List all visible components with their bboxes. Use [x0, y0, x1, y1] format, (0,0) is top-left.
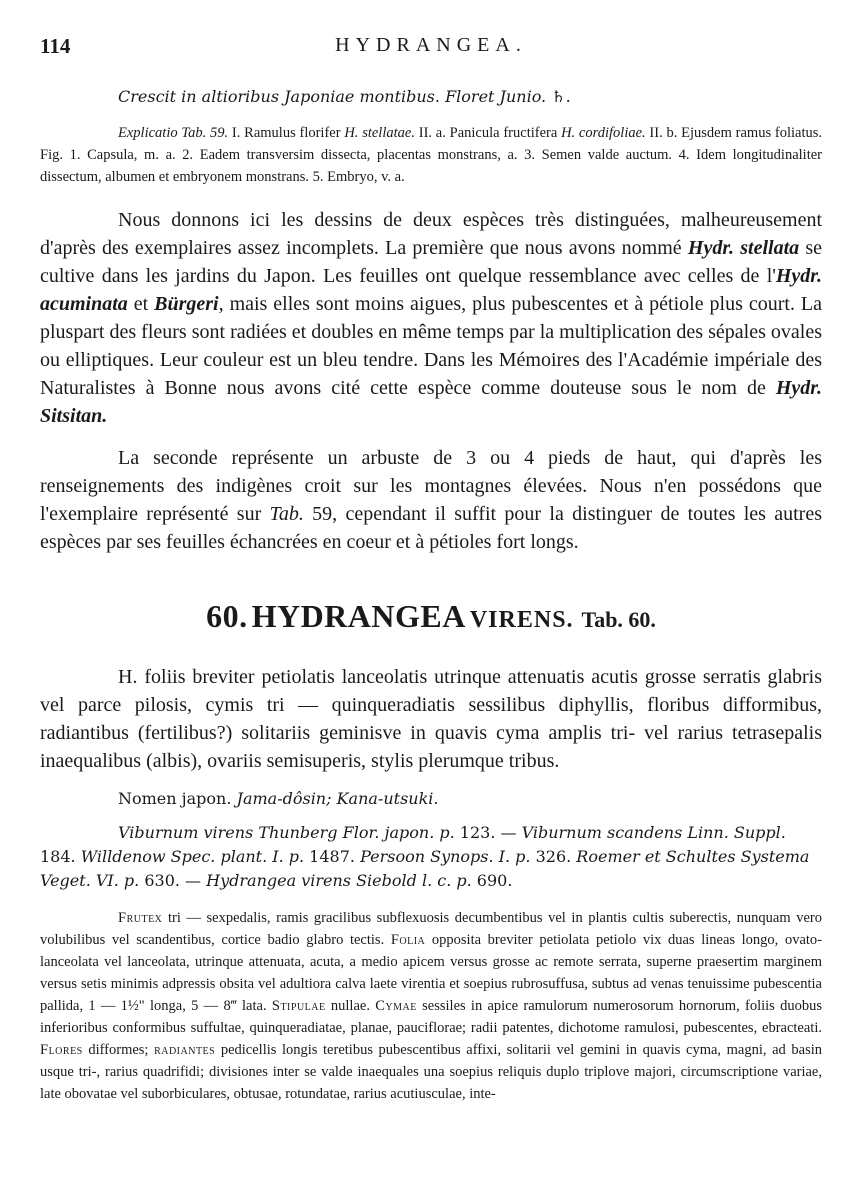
synonym-page-3: 1487. — [304, 847, 361, 866]
term-frutex: Frutex — [118, 910, 163, 926]
page-number: 114 — [40, 34, 71, 58]
species-description — [40, 907, 822, 1105]
p1-name-acuminata: Hydr. acuminata — [40, 265, 822, 315]
p2-text-1: La seconde représente un arbuste de 3 ou 4 pieds de haut, qui d'après les renseignements des indigènes croit sur les montagnes élevées. Nous n'en possédons que l'exemplaire représenté sur — [40, 447, 822, 525]
latin-diagnosis: H. foliis breviter petiolatis lanceolatis utrinque attenuatis acutis grosse serratis glabris vel parce pilosis, cymis tri — quinqueradiatis sessilibus diphyllis, floribus difformibus, radiantibus (fertilibus?) solitariis geminisve in quavis cyma amplis tri- vel rarius tetrasepalis inaequalibus (albis), ovariis semisuperis, stylis plerumque tribus. — [40, 666, 822, 772]
explicatio-text-3: II. b. Ejusdem ramus foliatus. Fig. 1. Capsula, m. a. 2. Eadem transversim dissecta, placentas monstrans, a. 3. Semen valde auctum. 4. Idem longitudinaliter dissectum, albumen et embryonem monstrans. 5. Embryo, v. a. — [40, 125, 822, 185]
term-folia: Folia — [390, 932, 426, 948]
flowering-text: Floret Junio. — [445, 87, 547, 106]
synonym-page-5: 630. — — [139, 871, 207, 890]
plate-explanation — [40, 122, 822, 188]
term-cymae: Cymae — [375, 998, 417, 1014]
p1-name-burgeri: Bürgeri — [154, 293, 219, 315]
habitat-line — [118, 86, 822, 108]
synonym-page-2: 184. — [40, 847, 81, 866]
desc-text-3: nullae. — [325, 998, 376, 1014]
term-stipulae: Stipulae — [271, 998, 326, 1014]
desc-text-5: difformes; — [82, 1042, 155, 1058]
synonymy — [40, 821, 822, 893]
species-ref-stellata: H. stellatae. — [344, 125, 415, 141]
species-heading — [40, 598, 822, 635]
synonym-6: Hydrangea virens Siebold l. c. p. — [206, 871, 472, 890]
desc-text-6: pedicellis longis teretibus pubescentibus affixi, solitarii vel gemini in quavis cyma, magni, ad basin usque tri-, rarius quadrifidi; divisiones inter se valde inaequales una soepius reliquis duplo triplove majori, circumscriptione variae, late obovatae vel suborbiculares, obtusae, rotundatae, rarius acutiusculae, inte- — [40, 1042, 822, 1102]
species-epithet: VIRENS. — [469, 607, 574, 633]
p1-text-1: Nous donnons ici les dessins de deux espèces très distinguées, malheureusement d'après des exemplaires assez incomplets. La première que nous avons nommé — [40, 209, 822, 259]
p1-name-stellata: Hydr. stellata — [687, 237, 800, 259]
desc-text-2: opposita breviter petiolata petiolo vix duas lineas longo, ovato-lanceolata vel lanceolata, utrinque attenuata, acuta, a medio apicem versus grosse ac remote serrata, superne praesertim marginem versus setis minimis adpressis obsita vel adultiora calva laete virentia et soepius rubrosuffusa, subtus ad venas tenuissime pubescentia pallida, 1 — 1½" longa, 5 — 8‴ lata. — [40, 932, 822, 1014]
synonym-5: Roemer et Schultes Systema Veget. VI. p. — [40, 847, 810, 890]
desc-text-1: tri — sexpedalis, ramis gracilibus subflexuosis decumbentibus vel in plantis cultis suberectis, nunquam vero volubilibus vel scandentibus, cortice badio glabro tectis. — [40, 910, 822, 948]
term-radiantes: radiantes — [154, 1042, 216, 1058]
synonym-3: Willdenow Spec. plant. I. p. — [80, 847, 305, 866]
species-ref-cordifolia: H. cordifoliae. — [561, 125, 646, 141]
habitat-text: Crescit in altioribus Japoniae montibus. — [118, 87, 440, 106]
p1-text-3: et — [127, 293, 155, 315]
explicatio-text-1: I. Ramulus florifer — [228, 125, 345, 141]
p2-text-2: 59, cependant il suffit pour la distinguer de toutes les autres espèces par ses feuilles échancrées en coeur et à pétioles fort longs. — [40, 503, 822, 553]
nomen-names: Jama-dôsin; Kana-utsuki. — [236, 789, 439, 808]
explicatio-label: Explicatio — [118, 125, 178, 141]
p1-text-2: se cultive dans les jardins du Japon. Les feuilles ont quelque ressemblance avec celles de l' — [40, 237, 823, 287]
synonym-page-6: 690. — [471, 871, 513, 890]
paragraph-stellata — [40, 206, 822, 430]
shrub-symbol: ♄. — [551, 87, 571, 106]
page-body — [40, 86, 822, 1105]
genus-name: HYDRANGEA — [251, 598, 466, 634]
paragraph-second-species — [40, 444, 822, 556]
p1-name-sitsitan: Hydr. Sitsitan. — [40, 377, 822, 427]
species-number: 60. — [206, 598, 248, 634]
synonym-page-4: 326. — [530, 847, 577, 866]
p2-tab-ref: Tab. — [269, 503, 304, 525]
synonym-2: Viburnum scandens Linn. Suppl. — [521, 823, 786, 842]
plate-reference: Tab. 60. — [581, 607, 656, 632]
synonym-4: Persoon Synops. I. p. — [360, 847, 531, 866]
term-flores: Flores — [40, 1042, 83, 1058]
japanese-names — [118, 787, 822, 811]
explicatio-text-2: II. a. Panicula fructifera — [414, 125, 562, 141]
explicatio-tab: Tab. 59. — [181, 125, 229, 141]
synonym-1: Viburnum virens Thunberg Flor. japon. p. — [118, 823, 455, 842]
desc-text-4: sessiles in apice ramulorum numerosorum hornorum, foliis duobus inferioribus conformibus suffultae, quinqueradiatae, planae, pauciflorae; radii patentes, dichotome ramulosi, pubescentes, ebracteati. — [40, 998, 822, 1036]
running-title: HYDRANGEA. — [335, 34, 527, 56]
synonym-page-1: 123. — — [454, 823, 522, 842]
nomen-label: Nomen japon. — [118, 789, 232, 808]
page-header — [40, 34, 822, 64]
p1-text-4: , mais elles sont moins aigues, plus pubescentes et à pétiole plus court. La pluspart des fleurs sont radiées et doubles en même temps par la multiplication des sépales ovales ou elliptiques. Leur couleur est un bleu tendre. Dans les Mémoires des l'Académie impériale des Naturalistes à Bonne nous avons cité cette espèce comme douteuse sous le nom de — [40, 293, 822, 399]
